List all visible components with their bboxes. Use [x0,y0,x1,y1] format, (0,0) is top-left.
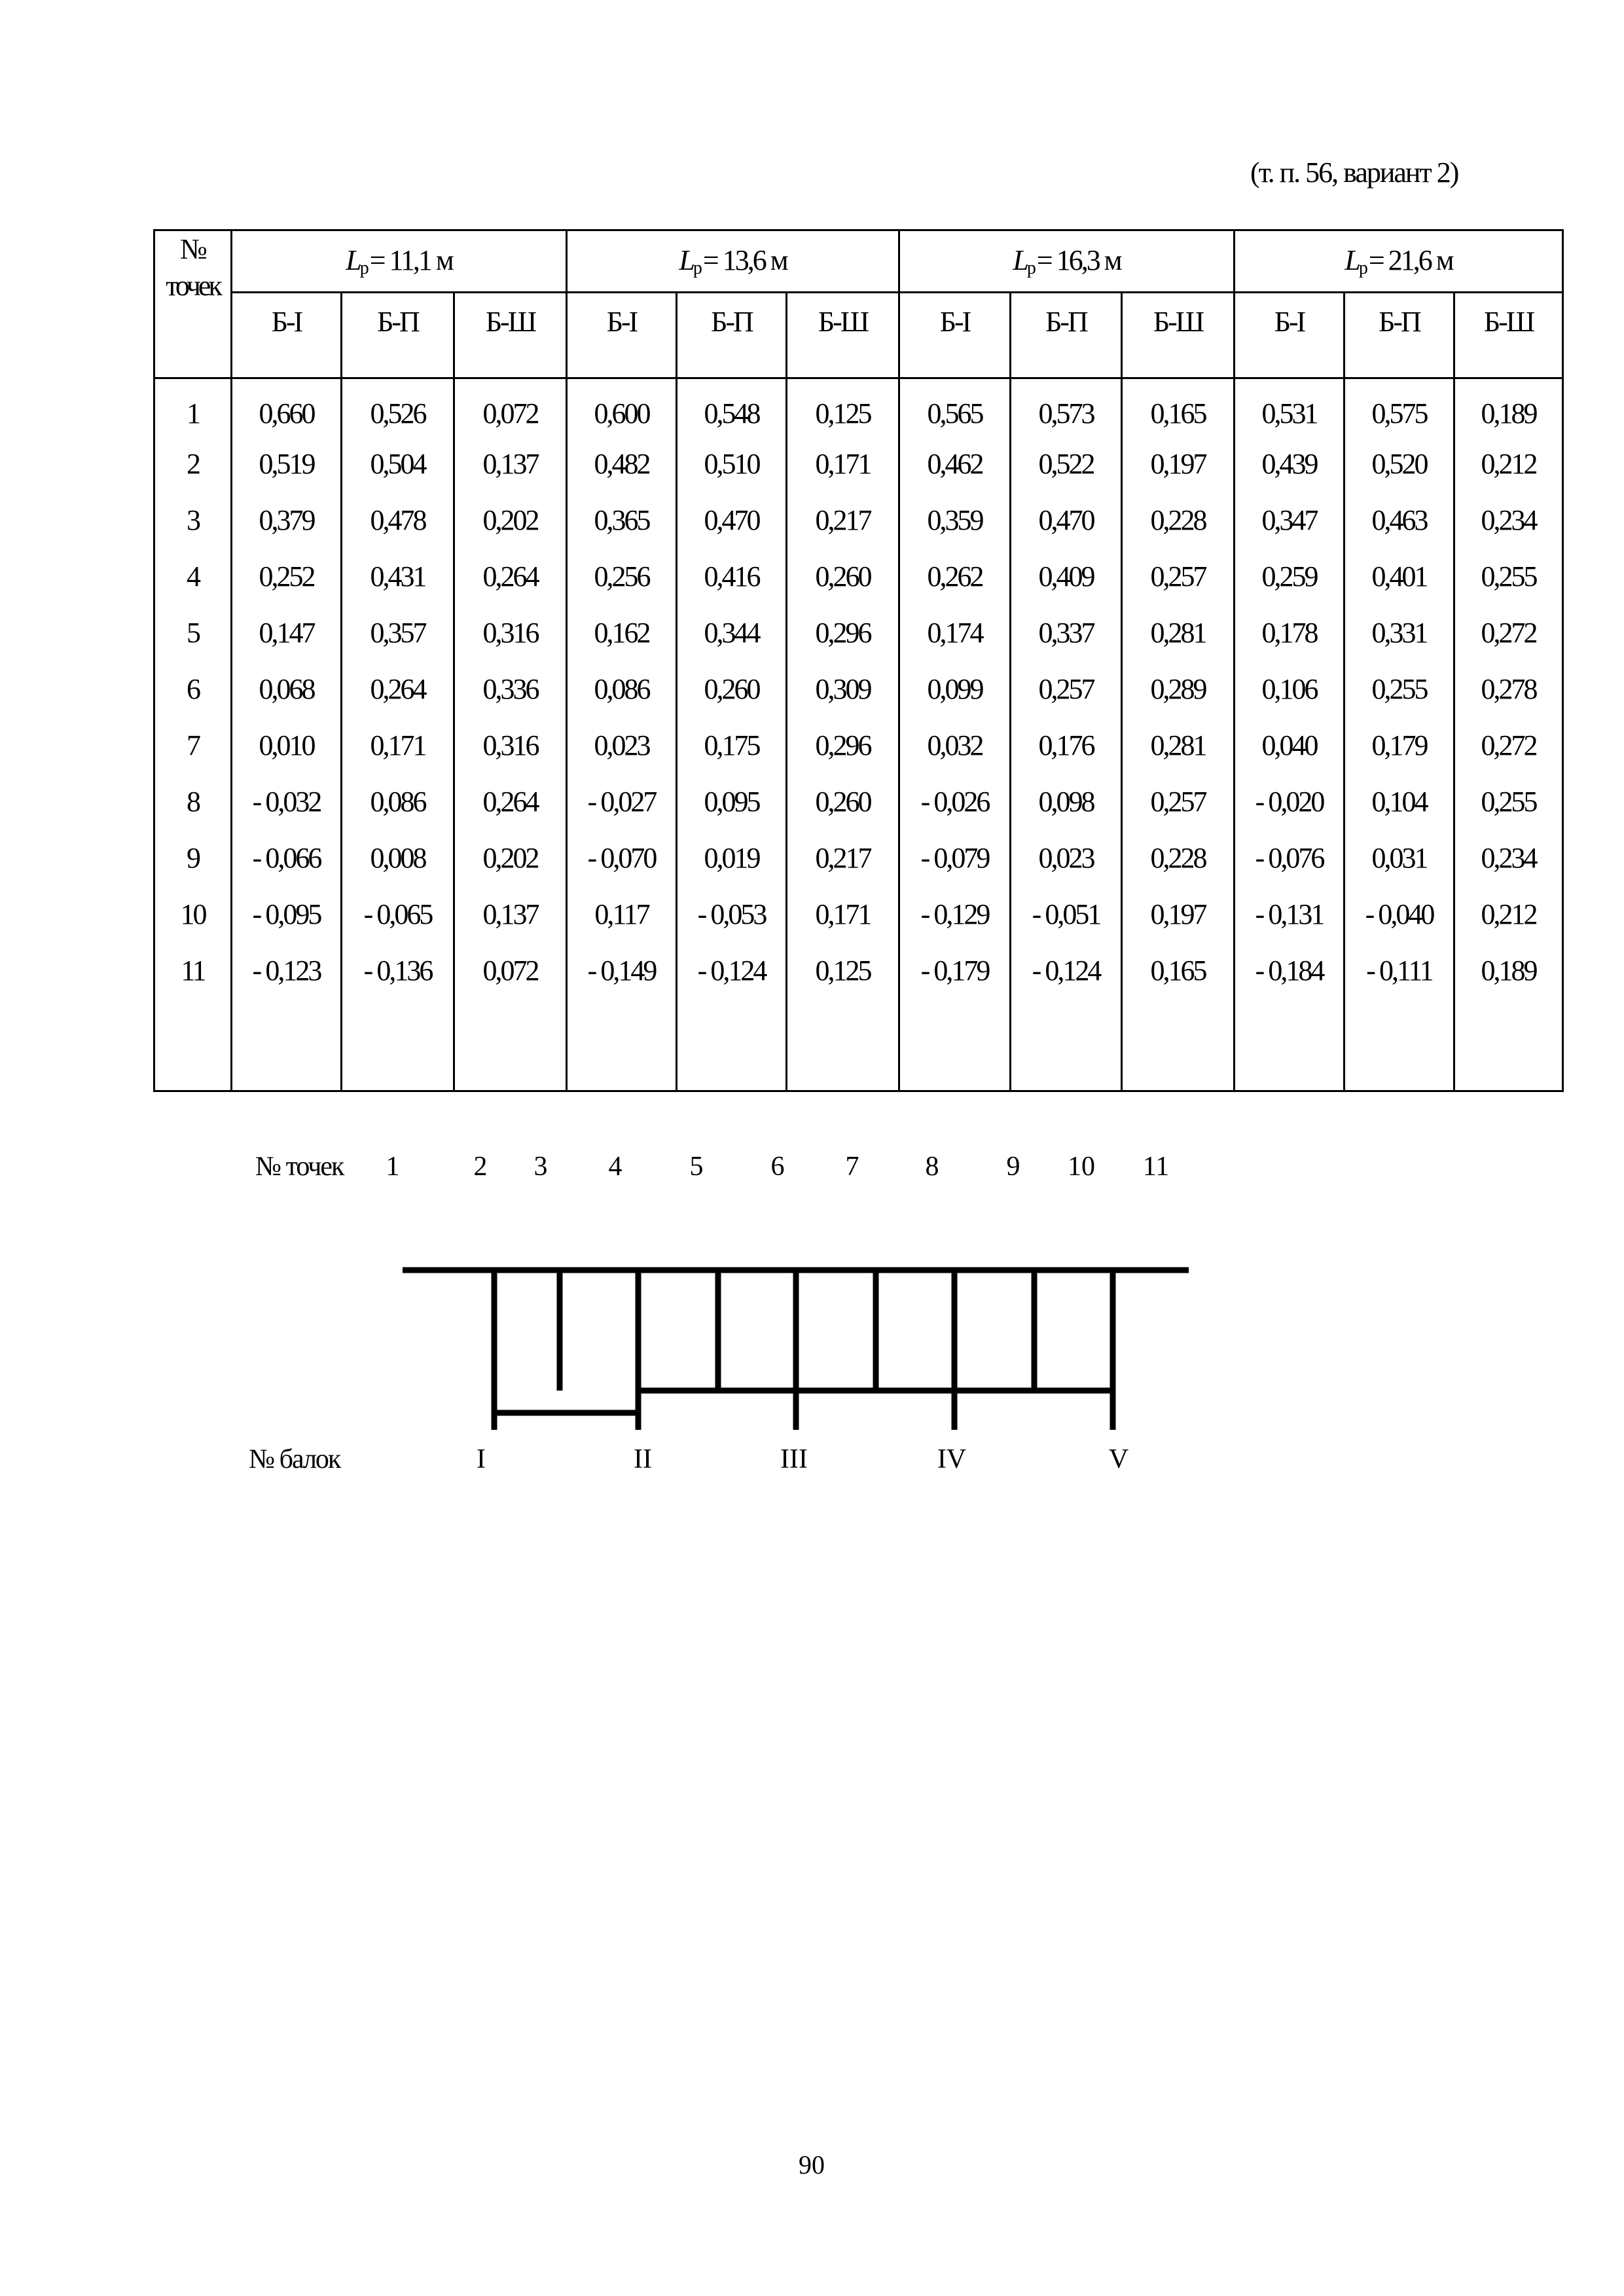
coefficient-cell: 0,072 [454,942,567,998]
coefficient-cell: 0,040 [1235,717,1344,773]
span-value: = 11,1 м [369,244,452,276]
coefficient-cell: 0,296 [787,717,899,773]
coefficient-cell: 0,526 [342,378,454,436]
beam-subheader: Б-Ш [1122,293,1235,378]
point-number-cell: 3 [154,492,232,548]
beam-number-label: IV [937,1444,967,1474]
coefficient-cell: 0,257 [1122,548,1235,604]
coefficient-cell: 0,228 [1122,492,1235,548]
coefficient-cell: 0,482 [567,435,677,492]
span-subscript: р [1026,258,1034,278]
coefficient-cell: 0,098 [1011,773,1122,829]
coefficient-cell: 0,095 [677,773,787,829]
coefficient-cell: 0,272 [1454,717,1563,773]
coefficient-cell: 0,264 [454,548,567,604]
beam-subheader: Б-Ш [454,293,567,378]
coefficient-cell: 0,023 [1011,829,1122,886]
coefficient-cell: - 0,076 [1235,829,1344,886]
coefficient-cell: 0,522 [1011,435,1122,492]
point-number-cell: 2 [154,435,232,492]
coefficient-cell: 0,548 [677,378,787,436]
coefficient-cell: 0,316 [454,604,567,661]
beam-number-label: V [1108,1444,1129,1474]
point-number-label: 9 [1006,1152,1020,1182]
coefficient-cell: - 0,149 [567,942,677,998]
coefficient-cell: 0,478 [342,492,454,548]
points-axis-label: № точек [255,1152,344,1182]
coefficient-cell: - 0,079 [899,829,1011,886]
span-subscript: р [693,258,700,278]
point-number-cell: 8 [154,773,232,829]
coefficient-cell: 0,257 [1122,773,1235,829]
span-value: = 13,6 м [702,244,787,276]
point-number-label: 5 [689,1152,704,1182]
point-number-cell: 4 [154,548,232,604]
coefficient-cell: 0,504 [342,435,454,492]
coefficient-cell: 0,023 [567,717,677,773]
coefficient-cell: 0,278 [1454,661,1563,717]
coefficient-cell: 0,264 [454,773,567,829]
coefficient-cell: 0,260 [677,661,787,717]
span-value: = 16,3 м [1036,244,1121,276]
coefficient-cell: 0,259 [1235,548,1344,604]
coefficient-cell: 0,260 [787,773,899,829]
coefficient-cell: 0,212 [1454,886,1563,942]
coefficient-cell: 0,165 [1122,378,1235,436]
coefficient-cell: 0,309 [787,661,899,717]
coefficient-cell: 0,125 [787,942,899,998]
point-number-label: 2 [473,1152,488,1182]
coefficient-cell: - 0,184 [1235,942,1344,998]
coefficient-cell: 0,202 [454,829,567,886]
coefficient-cell: 0,296 [787,604,899,661]
span-value: = 21,6 м [1368,244,1453,276]
coefficient-cell: 0,289 [1122,661,1235,717]
coefficient-cell: - 0,070 [567,829,677,886]
coefficient-cell: - 0,066 [232,829,342,886]
coefficient-cell: 0,117 [567,886,677,942]
beam-subheader: Б-П [1011,293,1122,378]
coefficient-cell: 0,255 [1344,661,1454,717]
coefficient-cell: - 0,026 [899,773,1011,829]
coefficient-cell: 0,212 [1454,435,1563,492]
beam-number-label: II [634,1444,652,1474]
point-number-cell: 9 [154,829,232,886]
coefficient-cell: 0,255 [1454,773,1563,829]
coefficient-cell: 0,175 [677,717,787,773]
beam-subheader: Б-I [1235,293,1344,378]
coefficient-cell: 0,178 [1235,604,1344,661]
coefficient-cell: 0,086 [342,773,454,829]
point-number-cell: 5 [154,604,232,661]
point-number-label: 10 [1068,1152,1095,1182]
beam-subheader: Б-П [677,293,787,378]
coefficient-cell: 0,462 [899,435,1011,492]
coefficient-cell: 0,519 [232,435,342,492]
coefficient-cell: 0,171 [787,886,899,942]
coefficient-cell: 0,281 [1122,717,1235,773]
coefficient-cell: - 0,053 [677,886,787,942]
coefficient-cell: - 0,051 [1011,886,1122,942]
coefficient-cell: 0,347 [1235,492,1344,548]
span-symbol: L [1013,244,1027,276]
coefficient-cell: 0,137 [454,886,567,942]
coefficient-cell: - 0,123 [232,942,342,998]
point-number-cell: 6 [154,661,232,717]
coefficient-cell: 0,470 [677,492,787,548]
coefficient-cell: 0,252 [232,548,342,604]
points-header-symbol: № [180,233,206,265]
coefficient-cell: 0,086 [567,661,677,717]
coefficient-cell: 0,260 [787,548,899,604]
span-symbol: L [1344,244,1359,276]
coefficient-cell: 0,217 [787,829,899,886]
coefficient-cell: 0,344 [677,604,787,661]
coefficient-cell: 0,217 [787,492,899,548]
coefficient-cell: - 0,131 [1235,886,1344,942]
coefficient-cell: 0,189 [1454,378,1563,436]
coefficient-cell: - 0,136 [342,942,454,998]
coefficient-cell: 0,510 [677,435,787,492]
coefficient-cell: 0,137 [454,435,567,492]
coefficient-cell: 0,470 [1011,492,1122,548]
beam-subheader: Б-П [342,293,454,378]
beam-number-label: I [477,1444,486,1474]
coefficient-cell: 0,179 [1344,717,1454,773]
coefficient-cell: - 0,020 [1235,773,1344,829]
coefficient-cell: - 0,124 [1011,942,1122,998]
beam-subheader: Б-Ш [787,293,899,378]
point-number-label: 4 [608,1152,623,1182]
coefficient-cell: - 0,065 [342,886,454,942]
coefficient-cell: 0,573 [1011,378,1122,436]
coefficient-cell: - 0,111 [1344,942,1454,998]
coefficient-cell: 0,357 [342,604,454,661]
coefficient-cell: 0,531 [1235,378,1344,436]
coefficient-cell: 0,189 [1454,942,1563,998]
point-number-label: 11 [1142,1152,1170,1182]
beam-subheader: Б-I [567,293,677,378]
coefficient-cell: 0,125 [787,378,899,436]
coefficient-cell: 0,600 [567,378,677,436]
point-number-cell: 10 [154,886,232,942]
coefficient-cell: 0,336 [454,661,567,717]
coefficient-cell: 0,008 [342,829,454,886]
coefficient-cell: 0,174 [899,604,1011,661]
points-header-word: точек [166,270,220,302]
coefficient-cell: 0,409 [1011,548,1122,604]
table-reference-note: (т. п. 56, вариант 2) [1250,156,1458,189]
coefficient-cell: 0,331 [1344,604,1454,661]
coefficient-cell: 0,565 [899,378,1011,436]
page-number: 90 [799,2150,825,2179]
coefficient-cell: 0,010 [232,717,342,773]
coefficient-cell: 0,031 [1344,829,1454,886]
span-subscript: р [1358,258,1366,278]
coefficient-cell: 0,255 [1454,548,1563,604]
point-number-cell: 7 [154,717,232,773]
coefficient-cell: 0,106 [1235,661,1344,717]
coefficient-cell: 0,104 [1344,773,1454,829]
coefficient-cell: 0,316 [454,717,567,773]
coefficient-cell: 0,162 [567,604,677,661]
coefficient-cell: 0,416 [677,548,787,604]
point-number-cell: 1 [154,378,232,436]
coefficient-cell: - 0,124 [677,942,787,998]
span-symbol: L [679,244,693,276]
coefficient-cell: 0,439 [1235,435,1344,492]
coefficient-cell: 0,165 [1122,942,1235,998]
coefficient-cell: 0,171 [787,435,899,492]
coefficient-cell: - 0,129 [899,886,1011,942]
coefficient-cell: 0,099 [899,661,1011,717]
coefficient-cell: 0,262 [899,548,1011,604]
coefficient-cell: - 0,179 [899,942,1011,998]
coefficient-cell: 0,234 [1454,492,1563,548]
coefficient-cell: 0,660 [232,378,342,436]
coefficient-cell: 0,032 [899,717,1011,773]
coefficient-cell: - 0,095 [232,886,342,942]
coefficient-cell: 0,176 [1011,717,1122,773]
point-number-label: 8 [925,1152,939,1182]
coefficient-cell: 0,520 [1344,435,1454,492]
coefficient-cell: 0,197 [1122,886,1235,942]
coefficient-cell: 0,337 [1011,604,1122,661]
coefficient-cell: - 0,027 [567,773,677,829]
beam-subheader: Б-I [899,293,1011,378]
coefficient-cell: 0,171 [342,717,454,773]
coefficient-cell: 0,256 [567,548,677,604]
beam-subheader: Б-П [1344,293,1454,378]
coefficient-cell: 0,575 [1344,378,1454,436]
beams-axis-label: № балок [249,1444,340,1474]
coefficient-cell: 0,272 [1454,604,1563,661]
point-number-label: 7 [845,1152,859,1182]
coefficient-cell: 0,068 [232,661,342,717]
coefficient-cell: 0,379 [232,492,342,548]
coefficient-cell: 0,431 [342,548,454,604]
coefficient-cell: 0,365 [567,492,677,548]
span-symbol: L [346,244,360,276]
point-number-label: 3 [533,1152,548,1182]
beam-number-label: III [780,1444,808,1474]
coefficient-cell: 0,264 [342,661,454,717]
coefficient-cell: - 0,032 [232,773,342,829]
coefficient-cell: 0,401 [1344,548,1454,604]
coefficient-cell: 0,072 [454,378,567,436]
coefficient-cell: 0,234 [1454,829,1563,886]
coefficient-cell: 0,281 [1122,604,1235,661]
coefficient-cell: 0,463 [1344,492,1454,548]
span-subscript: р [359,258,367,278]
coefficient-cell: - 0,040 [1344,886,1454,942]
coefficient-cell: 0,228 [1122,829,1235,886]
coefficient-cell: 0,359 [899,492,1011,548]
beam-subheader: Б-I [232,293,342,378]
coefficient-cell: 0,197 [1122,435,1235,492]
coefficient-cell: 0,202 [454,492,567,548]
coefficient-cell: 0,257 [1011,661,1122,717]
point-number-label: 6 [770,1152,785,1182]
beam-subheader: Б-Ш [1454,293,1563,378]
coefficient-cell: 0,147 [232,604,342,661]
coefficient-cell: 0,019 [677,829,787,886]
point-number-cell: 11 [154,942,232,998]
point-number-label: 1 [386,1152,400,1182]
